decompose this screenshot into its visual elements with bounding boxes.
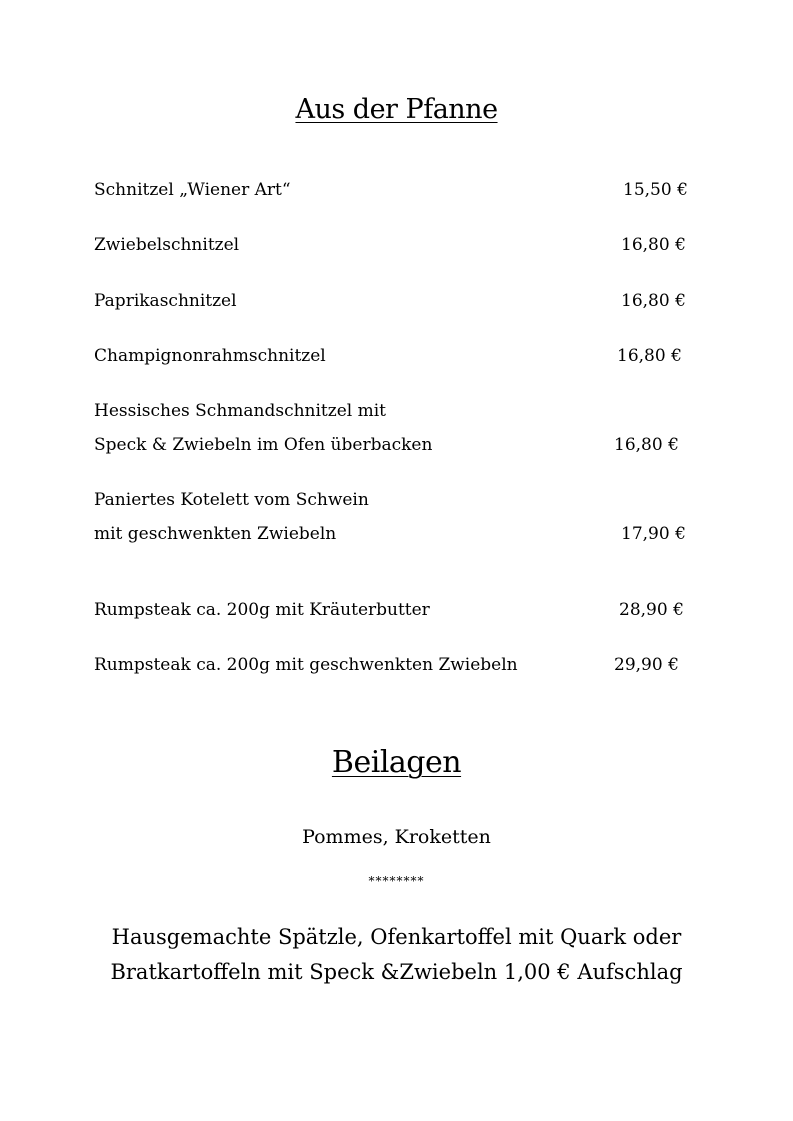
section-title-pfanne: Aus der Pfanne	[295, 94, 498, 125]
menu-item-paprikaschnitzel	[94, 284, 694, 318]
menu-item-champignonrahmschnitzel	[94, 339, 694, 373]
menu-item-price: 29,90 €	[614, 655, 679, 675]
menu-item-schnitzel-wiener-art	[94, 173, 694, 207]
menu-item-paniertes-kotelett	[94, 483, 694, 551]
menu-item-price: 28,90 €	[619, 600, 684, 620]
menu-item-price: 17,90 €	[621, 524, 686, 544]
menu-item-price: 15,50 €	[623, 180, 688, 200]
menu-item-name: Rumpsteak ca. 200g mit Kräuterbutter	[94, 600, 430, 620]
menu-item-name-line2: Speck & Zwiebeln im Ofen überbacken	[94, 435, 433, 455]
menu-item-price: 16,80 €	[621, 235, 686, 255]
beilagen-bratkartoffeln-line: Bratkartoffeln mit Speck &Zwiebeln 1,00 € Aufschlag	[110, 960, 683, 984]
menu-item-name: Champignonrahmschnitzel	[94, 346, 326, 366]
menu-item-name-line2: mit geschwenkten Zwiebeln	[94, 524, 337, 544]
beilagen-separator: ********	[368, 874, 425, 888]
beilagen-spaetzle-line: Hausgemachte Spätzle, Ofenkartoffel mit Quark oder	[111, 925, 682, 949]
menu-item-price: 16,80 €	[614, 435, 679, 455]
menu-item-name: Paniertes Kotelett vom Schwein	[94, 490, 369, 510]
section-title-beilagen: Beilagen	[331, 745, 462, 780]
menu-item-name: Schnitzel „Wiener Art“	[94, 180, 291, 200]
menu-item-zwiebelschnitzel	[94, 228, 694, 262]
menu-item-hessisches-schmandschnitzel	[94, 394, 694, 462]
beilagen-pommes-kroketten: Pommes, Kroketten	[302, 826, 491, 848]
menu-item-name: Hessisches Schmandschnitzel mit	[94, 401, 387, 421]
menu-item-name: Rumpsteak ca. 200g mit geschwenkten Zwiebeln	[94, 655, 518, 675]
menu-item-name: Paprikaschnitzel	[94, 291, 237, 311]
menu-item-price: 16,80 €	[617, 346, 682, 366]
menu-item-rumpsteak-kraeuterbutter	[94, 593, 694, 627]
menu-item-price: 16,80 €	[621, 291, 686, 311]
menu-item-name: Zwiebelschnitzel	[94, 235, 240, 255]
menu-item-rumpsteak-zwiebeln	[94, 648, 694, 682]
